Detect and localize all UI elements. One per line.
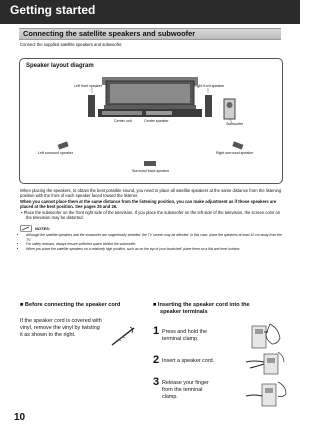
right-front-speaker-icon — [205, 95, 212, 117]
label-left-front: Left front speaker — [74, 84, 102, 88]
note-item: • Although the satellite speakers and the subwoofer are magnetically shielded, the TV screen may be affected. In this case, place the speakers at least 10 cm away from the TV. — [26, 233, 282, 242]
step-2-text: Insert a speaker cord. — [162, 358, 215, 364]
notes-pencil-icon — [20, 225, 32, 232]
section-title-bar — [19, 28, 281, 40]
page-number: 10 — [14, 412, 26, 423]
page-header — [0, 0, 300, 24]
inserting-cord-heading — [153, 302, 250, 316]
step-1-number: 1 — [153, 325, 160, 337]
section-subtitle: Connect the supplied satellite speakers and subwoofer. — [20, 42, 123, 47]
header-title: Getting started — [10, 3, 96, 17]
before-connecting-heading: ■ Before connecting the speaker cord — [20, 302, 121, 308]
left-front-speaker-icon — [88, 95, 95, 117]
center-unit-icon — [98, 109, 202, 117]
label-left-surround: Left surround speaker — [38, 151, 73, 155]
description-paragraph-1: When placing the speakers, to obtain the best possible sound, you need to place all satellite speakers at the same distance from the listening position with the front of each speaker faced toward the listener. — [20, 188, 282, 199]
notes-box — [20, 225, 282, 251]
step-3-text: Release your finger from the terminal clamp. — [162, 380, 209, 400]
right-surround-speaker-icon — [232, 141, 243, 149]
diagram-title: Speaker layout diagram — [26, 63, 94, 69]
label-subwoofer: Subwoofer — [226, 122, 244, 126]
step-2-number: 2 — [153, 354, 160, 366]
television-icon — [102, 77, 198, 109]
step-1-text: Press and hold the terminal clamp. — [162, 329, 207, 342]
step-3-number: 3 — [153, 376, 160, 388]
left-surround-speaker-icon — [58, 141, 69, 149]
section-title: Connecting the satellite speakers and subwoofer — [23, 29, 196, 38]
description-bullet-text: Place the subwoofer on the front right side of the television. If you place the subwoofer on the left side of the television, the screen color on the television may be distorted. — [23, 209, 281, 221]
notes-header — [20, 225, 282, 232]
release-clamp-illustration — [244, 378, 288, 408]
label-center-unit: Center unit — [114, 119, 132, 123]
speaker-layout-diagram — [19, 58, 283, 184]
label-center-speaker: Center speaker — [144, 119, 169, 123]
placement-description — [20, 188, 282, 220]
description-paragraph-2: When you cannot place them at the same distance from the listening position, you can make adjustment as if those speakers are placed at the best position. See pages 25 and 26. — [20, 198, 277, 210]
note-item: • For safety reasons, always ensure sufficient space behind the subwoofer. — [26, 242, 282, 247]
description-bullet: • Place the subwoofer on the front right side of the television. If you place the subwoofer on the left side of the television, the screen color on the television may be distorted. — [21, 209, 281, 221]
before-connecting-text: If the speaker cord is covered with vinyl, remove the vinyl by twisting it as shown to the right. — [20, 318, 102, 338]
surround-back-speaker-icon — [144, 161, 156, 166]
press-clamp-illustration — [248, 320, 288, 350]
insert-cord-illustration — [244, 350, 288, 376]
inserting-cord-heading-line2: speaker terminals — [160, 309, 208, 315]
twisting-vinyl-illustration — [110, 325, 140, 347]
note-item: • When you place the satellite speakers on a relatively high position, such as on the top of your bookshelf, place them on a flat and level surface. — [26, 247, 282, 252]
notes-list — [20, 233, 282, 251]
label-right-surround: Right surround speaker — [216, 151, 254, 155]
label-right-front: Right front speaker — [194, 84, 225, 88]
notes-label: NOTES: — [35, 226, 51, 231]
subwoofer-icon — [224, 99, 235, 119]
inserting-cord-heading-line1: ■ Inserting the speaker cord into the — [153, 302, 250, 308]
label-surround-back: Surround back speaker — [132, 169, 170, 173]
